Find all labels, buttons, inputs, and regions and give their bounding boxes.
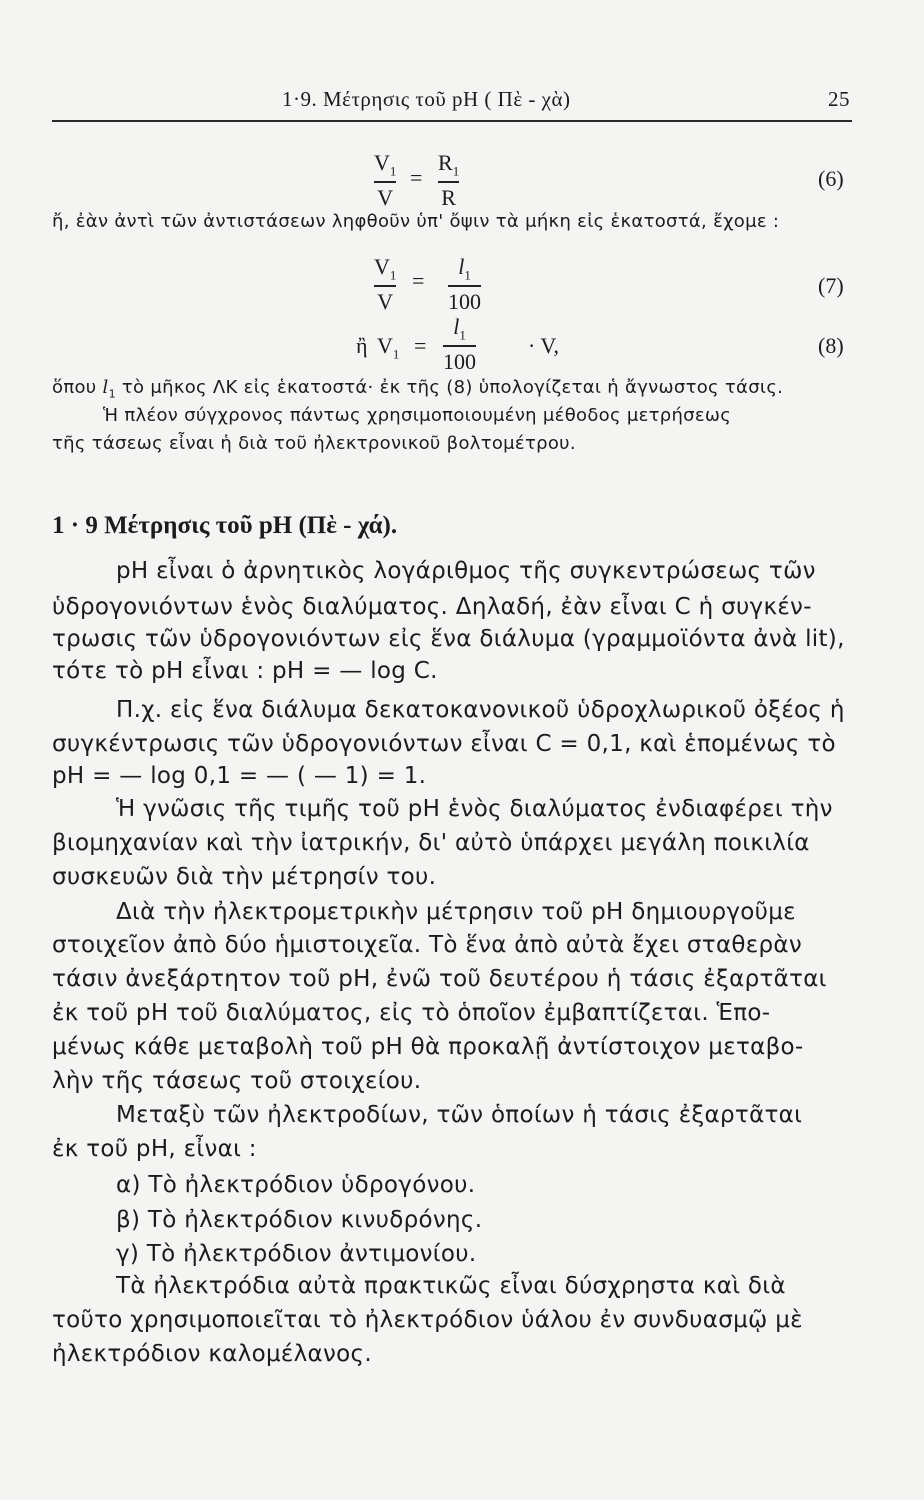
body-line: Π.χ. εἰς ἕνα διάλυμα δεκατοκανονικοῦ ὑδροχλωρικοῦ ὀξέος ἡ (116, 697, 845, 723)
eq7-left-fraction: $V_1$ V (374, 254, 397, 314)
body-line: ὑδρογονιόντων ἑνὸς διαλύματος. Δηλαδή, ἐὰν εἶναι C ἡ συγκέν- (52, 594, 812, 620)
list-item: β) Τὸ ἠλεκτρόδιον κινυδρόνης. (116, 1207, 483, 1233)
list-item: γ) Τὸ ἠλεκτρόδιον ἀντιμονίου. (116, 1241, 477, 1267)
text-line-1: ἤ, ἐὰν ἀντὶ τῶν ἀντιστάσεων ληφθοῦν ὑπ' ὄψιν τὰ μήκη εἰς ἑκατοστά, ἔχομε : (52, 211, 780, 232)
body-line: ἐκ τοῦ pH, εἶναι : (52, 1136, 257, 1162)
body-line: τότε τὸ pH εἶναι : pH = — log C. (52, 658, 438, 684)
body-line: λὴν τῆς τάσεως τοῦ στοιχείου. (52, 1068, 422, 1094)
header-rule (52, 120, 852, 122)
body-line: συγκέντρωσις τῶν ὑδρογονιόντων εἶναι C = 0,1, καὶ ἑπομένως τὸ (52, 731, 836, 757)
eq7-right-fraction: $l_1$ 100 (448, 254, 481, 314)
body-line: τοῦτο χρησιμοποιεῖται τὸ ἠλεκτρόδιον ὑάλου ἐν συνδυασμῷ μὲ (52, 1307, 803, 1333)
body-line: pH = — log 0,1 = — ( — 1) = 1. (52, 763, 427, 789)
eq8-label: (8) (818, 333, 844, 358)
body-line: τάσιν ἀνεξάρτητον τοῦ pH, ἐνῶ τοῦ δευτέρου ἡ τάσις ἐξαρτᾶται (52, 966, 827, 992)
body-line: Διὰ τὴν ἠλεκτρομετρικὴν μέτρησιν τοῦ pH δημιουργοῦμε (116, 899, 796, 925)
body-line: τρωσις τῶν ὑδρογονιόντων εἰς ἕνα διάλυμα (γραμμοϊόντα ἀνὰ lit), (52, 626, 845, 652)
body-line: Ἡ γνῶσις τῆς τιμῆς τοῦ pH ἑνὸς διαλύματος ἐνδιαφέρει τὴν (116, 796, 833, 822)
body-line: συσκευῶν διὰ τὴν μέτρησίν του. (52, 864, 437, 890)
section-heading: 1 · 9 Μέτρησις τοῦ pH (Πὲ - χά). (52, 512, 398, 539)
body-line: pH εἶναι ὁ ἀρνητικὸς λογάριθμος τῆς συγκεντρώσεως τῶν (116, 558, 816, 584)
body-line: βιομηχανίαν καὶ τὴν ἰατρικήν, δι' αὐτὸ ὑπάρχει μεγάλη ποικιλία (52, 830, 810, 856)
eq6-label: (6) (818, 166, 844, 191)
body-line: Μεταξὺ τῶν ἠλεκτροδίων, τῶν ὁποίων ἡ τάσις ἐξαρτᾶται (116, 1102, 803, 1128)
body-line: στοιχεῖον ἀπὸ δύο ἡμιστοιχεῖα. Τὸ ἕνα ἀπὸ αὐτὰ ἔχει σταθερὰν (52, 932, 803, 958)
eq8-fraction: $l_1$ 100 (443, 314, 476, 374)
text-line-2: ὅπου $l_1$ τὸ μῆκος ΛΚ εἰς ἑκατοστά· ἐκ τῆς (8) ὑπολογίζεται ἡ ἄγνωστος τάσις. (52, 377, 784, 401)
page-number: 25 (828, 87, 850, 111)
running-header: 1·9. Μέτρησις τοῦ pH ( Πὲ - χὰ) (282, 87, 571, 111)
list-item: α) Τὸ ἠλεκτρόδιον ὑδρογόνου. (116, 1172, 476, 1198)
body-line: ἠλεκτρόδιον καλομέλανος. (52, 1341, 372, 1367)
eq6-right-fraction: $R_1$ R (438, 150, 460, 210)
body-line: μένως κάθε μεταβολὴ τοῦ pH θὰ προκαλῇ ἀντίστοιχον μεταβο- (52, 1034, 804, 1060)
eq6-left-fraction: $V_1$ V (374, 150, 397, 210)
body-line: Τὰ ἠλεκτρόδια αὐτὰ πρακτικῶς εἶναι δύσχρηστα καὶ διὰ (116, 1273, 786, 1299)
text-line-3: Ἡ πλέον σύγχρονος πάντως χρησιμοποιουμένη μέθοδος μετρήσεως (103, 405, 732, 426)
text-line-4: τῆς τάσεως εἶναι ἡ διὰ τοῦ ἠλεκτρονικοῦ βολτομέτρου. (52, 433, 576, 454)
eq7-label: (7) (818, 273, 844, 298)
body-line: ἐκ τοῦ pH τοῦ διαλύματος, εἰς τὸ ὁποῖον ἐμβαπτίζεται. Ἑπο- (52, 1000, 771, 1026)
